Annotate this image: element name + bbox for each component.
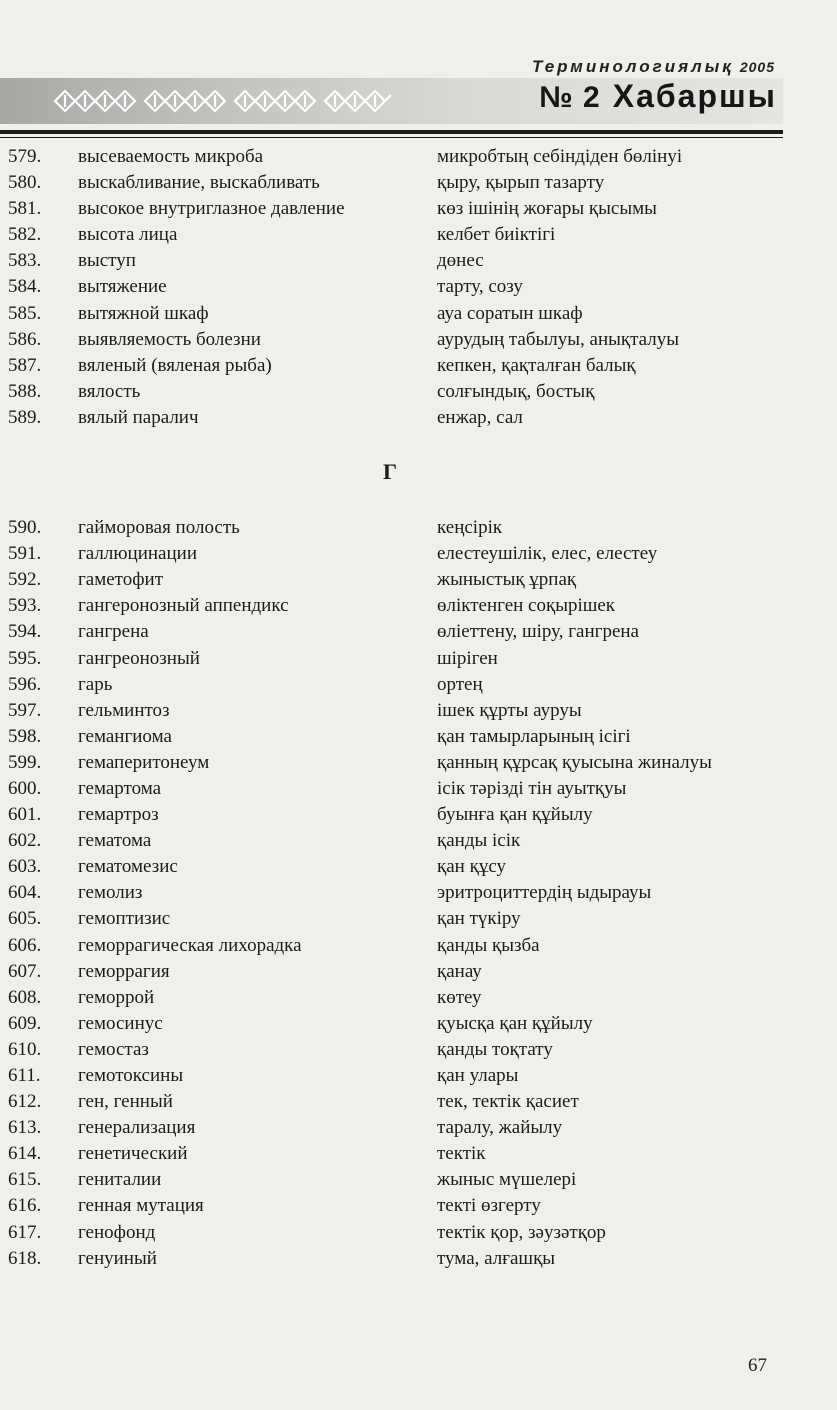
entry-number: 596.	[8, 673, 42, 695]
russian-term: генетический	[78, 1143, 188, 1165]
russian-term: вялость	[78, 380, 141, 402]
kazakh-term: қанның құрсақ қуысына жиналуы	[437, 751, 712, 773]
russian-term: гемартроз	[78, 804, 159, 826]
entry-number: 615.	[8, 1169, 42, 1191]
kazakh-term: жыныстық ұрпақ	[437, 569, 577, 591]
entry-row	[0, 593, 837, 619]
kazakh-term: қанды қызба	[437, 934, 540, 956]
russian-term: гайморовая полость	[78, 517, 240, 539]
kazakh-term: тума, алғашқы	[437, 1247, 556, 1269]
kazakh-term: қанды тоқтату	[437, 1038, 553, 1060]
kazakh-term: тектік	[437, 1143, 486, 1165]
journal-title: Терминологиялық	[531, 57, 734, 76]
russian-term: геморрагия	[78, 960, 170, 982]
russian-term: гангрена	[78, 621, 149, 643]
kazakh-term: солғындық, бостық	[437, 380, 595, 402]
russian-term: гемосинус	[78, 1012, 163, 1034]
entry-number: 590.	[8, 517, 42, 539]
kazakh-term: шіріген	[437, 647, 498, 669]
kazakh-term: микробтың себіндіден бөлінуі	[437, 146, 683, 167]
entry-row	[0, 405, 837, 431]
entry-row	[0, 1246, 837, 1272]
russian-term: геморрой	[78, 986, 155, 1008]
entry-row	[0, 567, 837, 593]
kazakh-term: аурудың табылуы, анықталуы	[437, 328, 679, 350]
entry-row	[0, 672, 837, 698]
entry-row	[0, 1115, 837, 1141]
kazakh-term: ішек құрты ауруы	[437, 699, 582, 721]
kazakh-term: қан түкіру	[437, 908, 521, 930]
russian-term: гемоптизис	[78, 908, 171, 930]
journal-year: 2005	[739, 59, 775, 75]
entry-number: 601.	[8, 804, 42, 826]
entry-number: 603.	[8, 856, 42, 878]
russian-term: высеваемость микроба	[78, 146, 264, 167]
entry-number: 593.	[8, 595, 42, 617]
entry-number: 595.	[8, 647, 42, 669]
entry-number: 587.	[8, 354, 42, 376]
header-rule-thin	[0, 137, 783, 138]
header-rule	[0, 130, 783, 134]
russian-term: генная мутация	[78, 1195, 204, 1217]
entry-number: 580.	[8, 172, 42, 194]
entry-row	[0, 802, 837, 828]
entry-row	[0, 750, 837, 776]
entry-list	[0, 144, 837, 1272]
entry-row	[0, 144, 837, 170]
kazakh-term: тарту, созу	[437, 276, 523, 298]
kazakh-term: қуысқа қан құйылу	[437, 1012, 593, 1034]
entry-number: 583.	[8, 250, 42, 272]
entry-row	[0, 933, 837, 959]
entry-number: 581.	[8, 198, 42, 220]
entry-row	[0, 646, 837, 672]
kazakh-term: қан құсу	[437, 856, 506, 878]
kazakh-term: ортең	[437, 673, 483, 695]
kazakh-term: тек, тектік қасиет	[437, 1091, 579, 1113]
entry-row	[0, 1220, 837, 1246]
kazakh-term: келбет биіктігі	[437, 224, 556, 246]
entry-row	[0, 1037, 837, 1063]
russian-term: гемангиома	[78, 725, 172, 747]
russian-term: высокое внутриглазное давление	[78, 198, 345, 220]
russian-term: гениталии	[78, 1169, 162, 1191]
kazakh-term: кепкен, қақталған балық	[437, 354, 636, 376]
entry-number: 613.	[8, 1117, 42, 1139]
kazakh-term: ауа соратын шкаф	[437, 302, 583, 324]
entry-number: 618.	[8, 1247, 42, 1269]
entry-number: 600.	[8, 777, 42, 799]
russian-term: гельминтоз	[78, 699, 170, 721]
entry-number: 617.	[8, 1221, 42, 1243]
russian-term: гарь	[78, 673, 113, 695]
russian-term: гематомезис	[78, 856, 178, 878]
entry-number: 591.	[8, 543, 42, 565]
russian-term: вялый паралич	[78, 406, 199, 428]
kazakh-term: қанды ісік	[437, 830, 521, 852]
kazakh-term: дөнес	[437, 250, 484, 272]
entry-row	[0, 880, 837, 906]
entry-number: 602.	[8, 830, 42, 852]
kazakh-term: жыныс мүшелері	[437, 1169, 577, 1191]
page-number: 67	[748, 1355, 767, 1376]
entry-number: 589.	[8, 406, 42, 428]
entry-number: 598.	[8, 725, 42, 747]
entry-number: 607.	[8, 960, 42, 982]
kazakh-term: қанау	[437, 960, 482, 982]
entry-number: 592.	[8, 569, 42, 591]
entry-row	[0, 724, 837, 750]
russian-term: гематома	[78, 830, 152, 852]
entry-number: 597.	[8, 699, 42, 721]
entry-number: 612.	[8, 1091, 42, 1113]
kazakh-term: елестеушілік, елес, елестеу	[437, 543, 658, 565]
kazakh-term: көтеу	[437, 986, 482, 1008]
entry-number: 579.	[8, 146, 42, 167]
russian-term: гемотоксины	[78, 1065, 184, 1086]
entry-number: 608.	[8, 986, 42, 1008]
issue-heading	[539, 78, 777, 115]
entry-number: 614.	[8, 1143, 42, 1165]
kazakh-term: текті өзгерту	[437, 1195, 541, 1217]
journal-name	[532, 57, 775, 77]
kazakh-term: кеңсірік	[437, 517, 503, 539]
entry-row	[0, 1167, 837, 1193]
issue-number: № 2	[539, 81, 601, 114]
issue-title: Хабаршы	[612, 78, 777, 114]
kazakh-term: ісік тәрізді тін ауытқуы	[437, 777, 627, 799]
russian-term: гемостаз	[78, 1038, 149, 1060]
entry-number: 584.	[8, 276, 42, 298]
entry-row	[0, 828, 837, 854]
kazakh-term: буынға қан құйылу	[437, 804, 593, 826]
entry-number: 610.	[8, 1038, 42, 1060]
entry-row	[0, 541, 837, 567]
kazakh-term: қыру, қырып тазарту	[437, 172, 605, 194]
russian-term: выявляемость болезни	[78, 328, 261, 350]
ornament-pattern	[50, 86, 400, 116]
entry-row	[0, 959, 837, 985]
entry-number: 609.	[8, 1012, 42, 1034]
entry-number: 606.	[8, 934, 42, 956]
russian-term: гемолиз	[78, 882, 143, 904]
entry-row	[0, 698, 837, 724]
russian-term: вытяжной шкаф	[78, 302, 209, 324]
russian-term: вытяжение	[78, 276, 167, 298]
kazakh-term: тектік қор, зәузәтқор	[437, 1221, 606, 1243]
entry-row	[0, 274, 837, 300]
entry-row	[0, 353, 837, 379]
entry-row	[0, 515, 837, 541]
kazakh-term: өліеттену, шіру, гангрена	[437, 621, 639, 643]
russian-term: гемартома	[78, 777, 162, 799]
entries-g	[0, 515, 837, 1272]
russian-term: высота лица	[78, 224, 178, 246]
entry-row	[0, 906, 837, 932]
kazakh-term: қан тамырларының ісігі	[437, 725, 631, 747]
entry-row	[0, 1193, 837, 1219]
entry-row	[0, 222, 837, 248]
kazakh-term: енжар, сал	[437, 406, 523, 428]
kazakh-term: өліктенген соқырішек	[437, 595, 616, 617]
kazakh-term: қан улары	[437, 1065, 519, 1086]
russian-term: генофонд	[78, 1221, 156, 1243]
russian-term: выскабливание, выскабливать	[78, 172, 320, 194]
entry-row	[0, 301, 837, 327]
entry-number: 605.	[8, 908, 42, 930]
russian-term: генуиный	[78, 1247, 157, 1269]
entry-number: 586.	[8, 328, 42, 350]
entry-row	[0, 985, 837, 1011]
russian-term: гангеронозный аппендикс	[78, 595, 289, 617]
russian-term: ген, генный	[78, 1091, 173, 1113]
entry-row	[0, 1089, 837, 1115]
kazakh-term: эритроциттердің ыдырауы	[437, 882, 652, 904]
section-letter-text: Г	[383, 459, 397, 485]
russian-term: вяленый (вяленая рыба)	[78, 354, 272, 376]
entry-row	[0, 854, 837, 880]
entry-row	[0, 1063, 837, 1089]
entry-row	[0, 327, 837, 353]
russian-term: галлюцинации	[78, 543, 197, 565]
russian-term: выступ	[78, 250, 136, 272]
entry-row	[0, 1011, 837, 1037]
kazakh-term: көз ішінің жоғары қысымы	[437, 198, 657, 220]
entry-row	[0, 379, 837, 405]
entry-number: 594.	[8, 621, 42, 643]
russian-term: гемаперитонеум	[78, 751, 210, 773]
entry-row	[0, 619, 837, 645]
kazakh-term: таралу, жайылу	[437, 1117, 563, 1139]
entries-v	[0, 144, 837, 431]
entry-number: 582.	[8, 224, 42, 246]
russian-term: гангреонозный	[78, 647, 200, 669]
entry-row	[0, 776, 837, 802]
section-letter	[0, 431, 837, 515]
entry-row	[0, 196, 837, 222]
entry-number: 588.	[8, 380, 42, 402]
entry-number: 599.	[8, 751, 42, 773]
entry-row	[0, 248, 837, 274]
entry-number: 604.	[8, 882, 42, 904]
entry-number: 585.	[8, 302, 42, 324]
entry-number: 616.	[8, 1195, 42, 1217]
russian-term: геморрагическая лихорадка	[78, 934, 302, 956]
entry-number: 611.	[8, 1065, 41, 1086]
russian-term: генерализация	[78, 1117, 196, 1139]
russian-term: гаметофит	[78, 569, 164, 591]
entry-row	[0, 1141, 837, 1167]
entry-row	[0, 170, 837, 196]
